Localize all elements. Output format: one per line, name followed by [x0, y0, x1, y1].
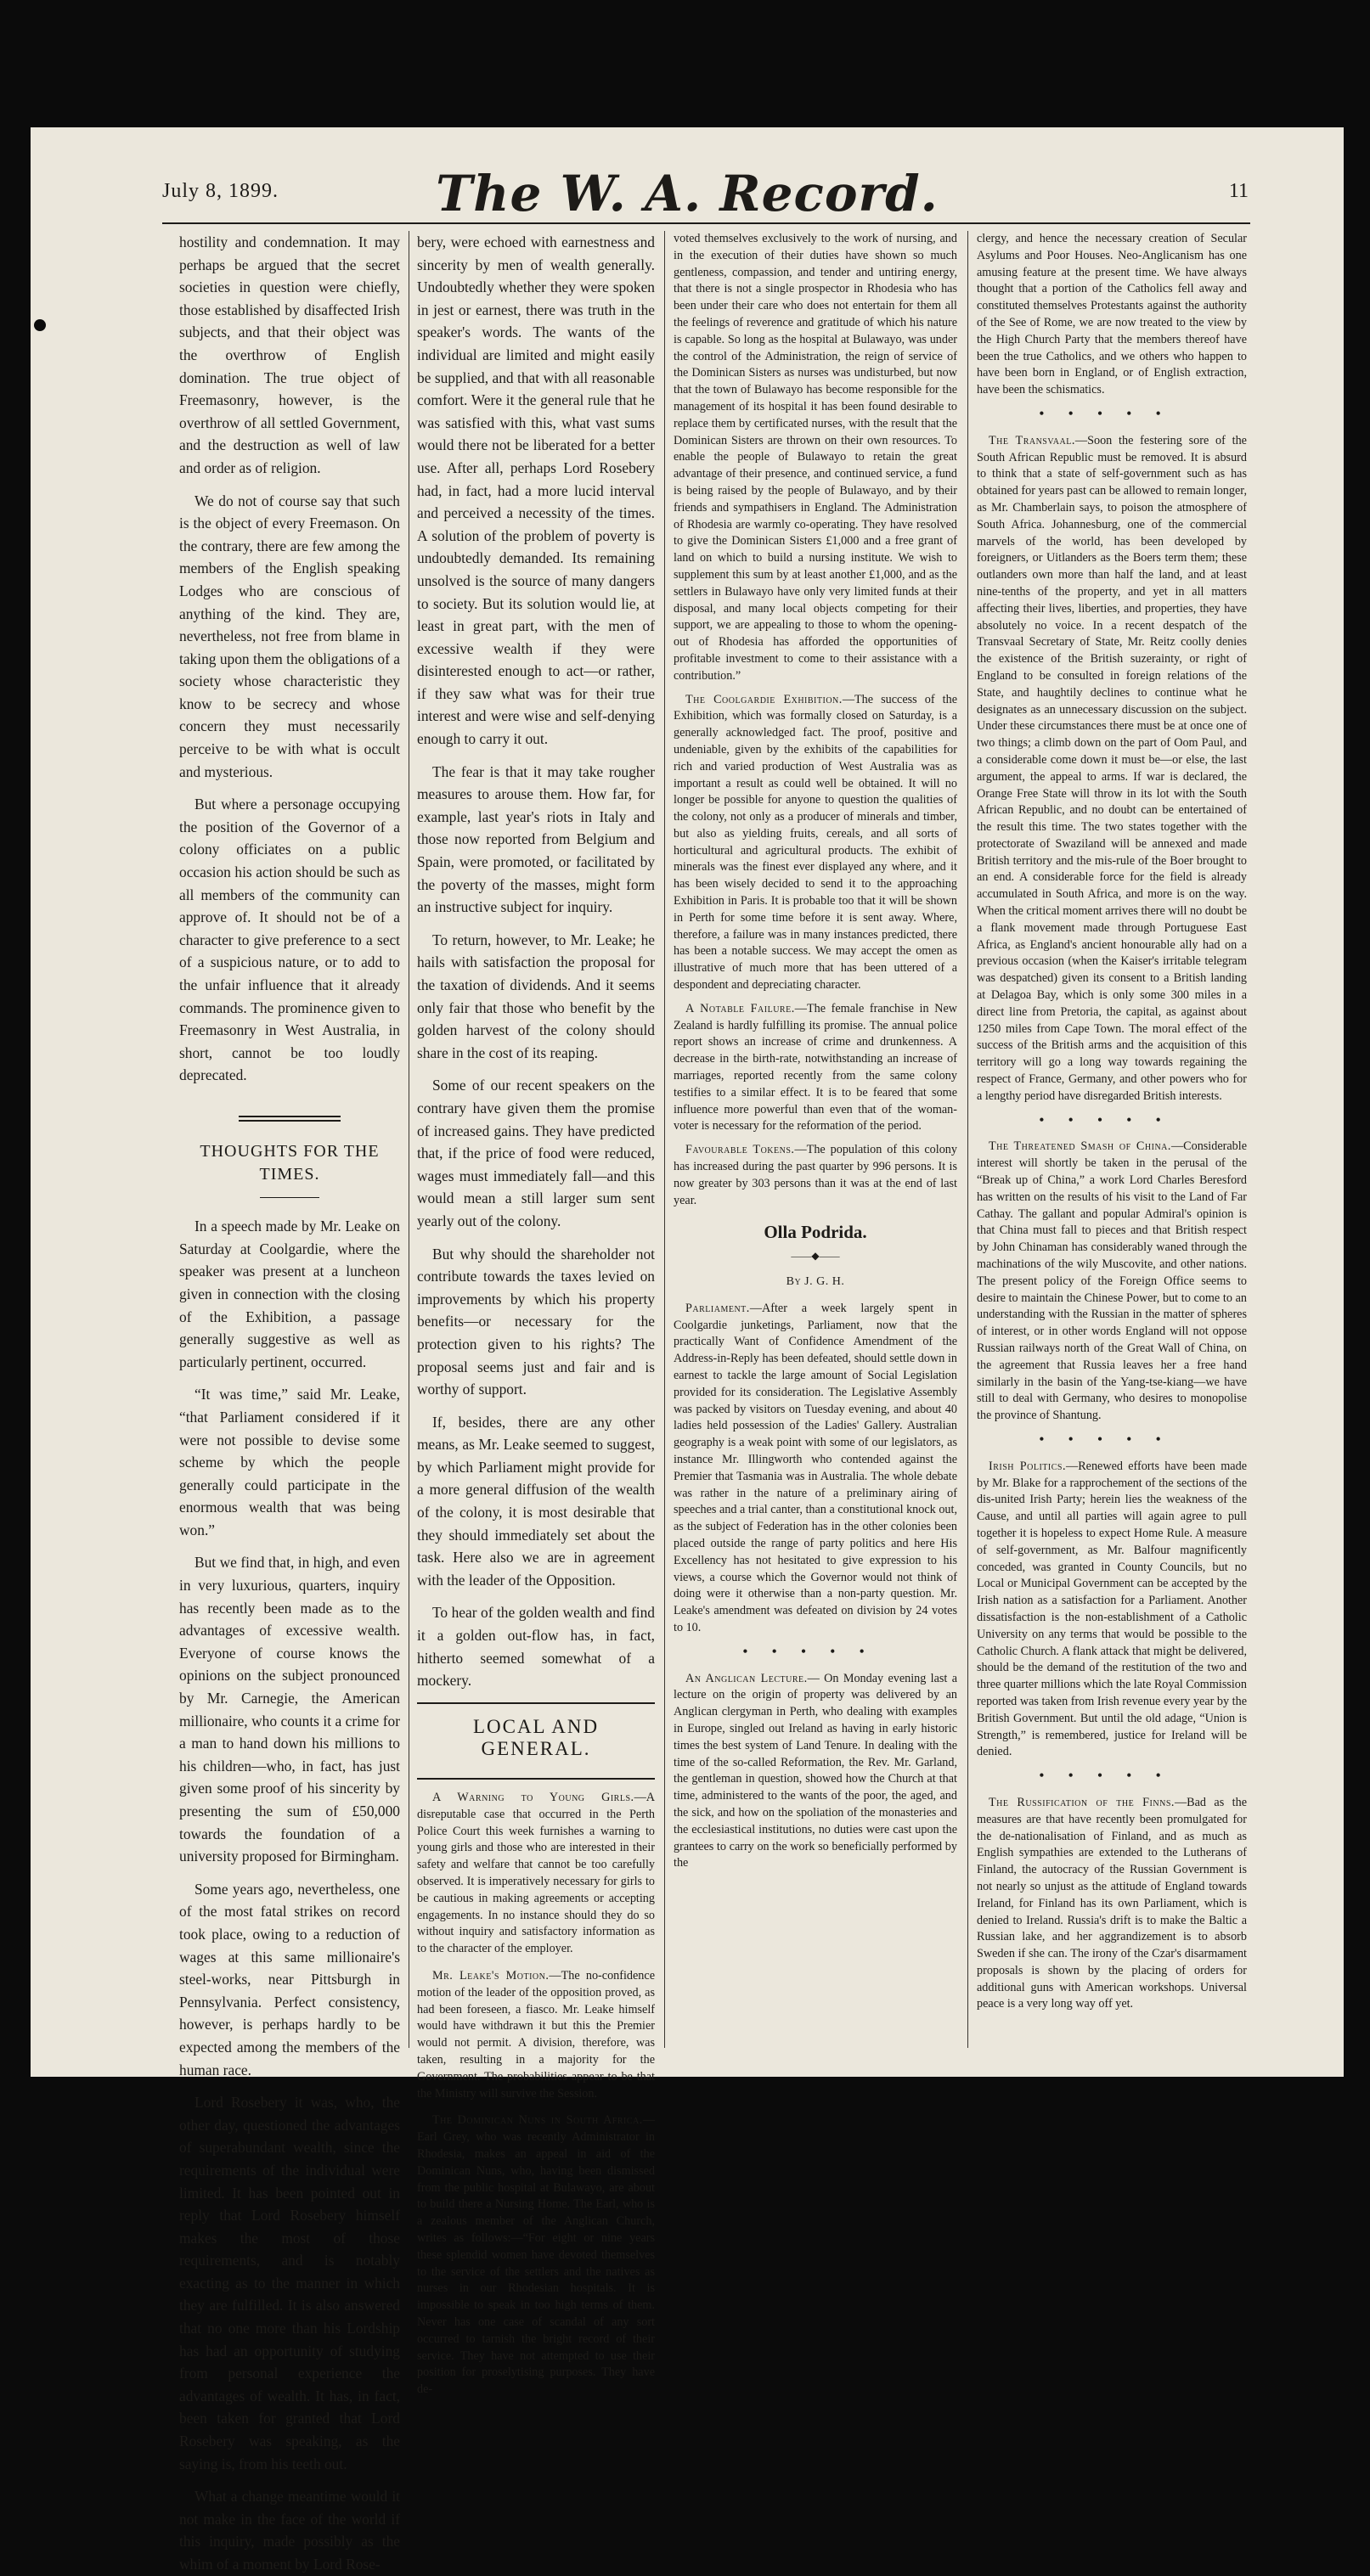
- masthead-rule: [162, 222, 1250, 224]
- punch-hole: [34, 319, 46, 331]
- column-4: [977, 231, 1247, 2048]
- item-lead: Mr. Leake's Motion.: [432, 1968, 550, 1983]
- paragraph: We do not of course say that such is the object of every Freemason. On the contrary, there are few among the members of the English speaking Lodges who are conscious of anything of the kind. They are, nevertheless, not free from blame in taking upon them the obligations of a society whose characteristic they know to be secrecy and whose concern they must necessarily perceive to be with what is occult and mysterious.: [179, 492, 400, 780]
- paragraph: bery, were echoed with earnestness and sincerity by men of wealth generally. Undoubtedly whether they were spoken in jest or earnest, there was truth in the speaker's words. The wants of the individual are limited and might easily be supplied, and that with all reasonable comfort. Were it the general rule that he was satisfied with this, what vast sums would there not be liberated for a better use. After all, perhaps Lord Rosebery had, in fact, had a more lucid interval and perceived a necessity of the times. A solution of the problem of poverty is undoubtedly demanded. Its remaining unsolved is the source of many dangers to society. But its solution would lie, at least in great part, with the men of excessive wealth if they were disinterested enough to act—or rather, if they saw what was for their true interest and were wise and self-denying enough to carry it out.: [417, 233, 655, 748]
- item-lead: An Anglican Lecture.: [685, 1671, 808, 1685]
- paragraph: The fear is that it may take rougher measures to arouse them. How far, for example, last year's riots in Italy and those now reported from Belgium and Spain, were promoted, or facilitated by the poverty of the masses, might form an instructive subject for inquiry.: [417, 762, 655, 916]
- news-item: [674, 1671, 957, 1873]
- item-lead: The Threatened Smash of China.: [989, 1139, 1171, 1154]
- item-text: —The female franchise in New Zealand is hardly fulfilling its promise. The annual police report shows an increase of crime and drunkenness. A decrease in the birth-rate, notwithstanding an increase of marriages, reported recently from the same colony testifies to a similar effect. It is to be feared that some influence more powerful than even that of the woman-voter is necessary for the reformation of the period.: [674, 1001, 957, 1133]
- paragraph: Lord Rosebery it was, who, the other day, questioned the advantages of superabundant wealth, since the requirements of the individual were limited. It has been pointed out in reply that Lord Rosebery himself makes the most of those requirements, and is notably exacting as to the manner in which they are fulfilled. It is also answered that no one more than his Lordship has had an opportunity of studying from personal experience the advantages of wealth. It has, in fact, been taken for granted that Lord Rosebery was speaking, as the saying is, from his teeth out.: [179, 2094, 400, 2472]
- byline: By J. G. H.: [786, 1275, 845, 1289]
- section-heading-olla: Olla Podrida.: [764, 1222, 867, 1243]
- news-item: [977, 1139, 1247, 1425]
- separator-dots: •••••: [742, 1642, 888, 1660]
- column-divider: [664, 231, 665, 2048]
- item-text: —A disreputable case that occurred in the Perth Police Court this week furnishes a warning to young girls and those who are interested in their safety and welfare that cannot be too carefully observed. It is imperatively necessary for girls to be cautious in making agreements or accepting engagements. In no instance should they do so without inquiry and satisfactory information as to the character of the employer.: [417, 1791, 655, 1956]
- news-item: [674, 1301, 957, 1637]
- item-text: —Bad as the measures are that have recently been promulgated for the de-nationalisation of Finland, and as much as English sympathies are extended to the Lutherans of Finland, the autocracy of the Russian Government is not nearly so unjust as the attitude of England towards Ireland, for Finland has its own Parliament, which is denied to Ireland. Russia's drift is to make the Baltic a Russian lake, and her aggrandizement is to absorb Sweden if she can. The irony of the Czar's disarmament proposals is shown by the placing of orders for additional guns with American workshops. Universal peace is a very long way off yet.: [977, 1795, 1247, 2011]
- paragraph: To return, however, to Mr. Leake; he hails with satisfaction the proposal for the taxation of dividends. And it seems only fair that those who benefit by the golden harvest of the colony should share in the cost of its reaping.: [417, 931, 655, 1061]
- ornament-rule: ——◆——: [791, 1250, 840, 1263]
- news-item: [417, 2112, 655, 2399]
- item-text: —Earl Grey, who was recently Administrator in Rhodesia, makes an appeal in aid of the Dominican Nuns, who, having been dismissed from the public hospital at Bulawayo, are about to build there a Nursing Home. The Earl, who is a zealous member of the Anglican Church, writes as follows:—“For eight or nine years these splendid women have devoted themselves to the service of the settlers and the natives as nurses in our Rhodesian hospitals. It is impossible to speak in too high terms of them. Never has one case of scandal of any sort occurred to tarnish the bright record of their service. They have not attempted to use their position for proselytising purposes. They have de-: [417, 2113, 655, 2397]
- item-lead: The Russification of the Finns.: [989, 1795, 1175, 1809]
- item-text: —Soon the festering sore of the South African Republic must be removed. It is absurd to think that a state of self-government such as has obtained for years past can be allowed to remain longer, as Mr. Chamberlain says, to poison the atmosphere of South Africa. Johannesburg, one of the commercial marvels of the world, has been developed by foreigners, or Uitlanders as the Boers term them; these outlanders own more than half the land, and at least nine-tenths of the property, and yet in all matters affecting their lives, liberties, and properties, they have absolutely no voice. In a recent despatch of the Transvaal Secretary of State, Mr. Reitz coolly denies the existence of the British suzerainty, or right of England to be consulted in foreign relations of the State, and haughtily declines to continue what he designates as an unnecessary discussion on the subject. Under these circumstances there must be at once one of two things; a climb down on the part of Oom Paul, and a considerable come down it must be—or else, the last argument, the appeal to arms. If war is declared, the Orange Free State will throw in its lot with the South African Republic, and no doubt can be entertained of the result this time. The two states together with the protectorate of Swaziland will be annexed and made British territory and the mis-rule of the Boer brought to an end. A considerable force for the field is already accumulated in South Africa, and more is on the way. When the critical moment arrives there will no doubt be a flank movement made through Portuguese East Africa, as England's ancient honourable ally had on a previous occasion (when the Kaiser's irritable telegram was despatched) given its consent to a British landing at Delagoa Bay, which is only some 300 miles in a direct line from Pretoria, the capital, as against about 1250 miles from Cape Town. The moral effect of the success of the British arms and the acquisition of this territory will go a long way towards regaining the respect of France, Germany, and other powers who for a lengthy period have disregarded British interests.: [977, 433, 1247, 1103]
- item-text: —The population of this colony has increased during the past quarter by 996 persons. It is now greater by 303 persons than it was at the end of last year.: [674, 1143, 957, 1207]
- item-lead: Favourable Tokens.: [685, 1143, 795, 1157]
- item-lead: Parliament.: [685, 1301, 750, 1315]
- paragraph: voted themselves exclusively to the work of nursing, and in the execution of their duties have shown so much gentleness, compassion, and tender and untiring energy, that there is not a single prospector in Rhodesia who has been under their care who does not entertain for them all the feelings of reverence and gratitude of which his nature is capable. So long as the hospital at Bulawayo, was under the control of the Administration, the reign of service of the Dominican Sisters as nurses was undisturbed, but now that the town of Bulawayo has become responsible for the management of its hospital it has been found desirable to replace them by certificated nurses, with the result that the Dominican Sisters are thrown on their own resources. To enable the people of Bulawayo to retain the great advantage of their presence, and continued service, a fund is being raised by the people of Bulawayo, and by their friends and sympathisers in England. The Administration of Rhodesia are warmly co-operating. They have resolved to give the Dominican Sisters £1,000 and a free grant of land on which to build a nursing institute. We wish to supplement this sum by at least another £1,000, and as the settlers in Bulawayo have only very limited funds at their disposal, and many local objects competing for their support, we are appealing to those to whom the opening-out of Rhodesia has afforded the opportunities of profitable investment to come to their assistance with a contribution.”: [674, 232, 957, 683]
- paragraph: What a change meantime would it not make in the face of the world if this inquiry, made possibly as the whim of a moment by Lord Rose-: [179, 2488, 400, 2573]
- paragraph: Some years ago, nevertheless, one of the most fatal strikes on record took place, owing to a reduction of wages at this same millionaire's steel-works, near Pittsburgh in Pennsylvania. Perfect consistency, however, is perhaps hardly to be expected among the members of the human race.: [179, 1880, 400, 2078]
- paragraph: clergy, and hence the necessary creation of Secular Asylums and Poor Houses. Neo-Anglicanism has one amusing feature at the present time. We have always thought that a portion of the Catholics fell away and constituted themselves Protestants against the authority of the See of Rome, we are now treated to the view by the High Church Party that the members thereof have been the true Catholics, and we others who happen to have been born in England, or of English extraction, have been the schismatics.: [977, 232, 1247, 397]
- item-lead: The Dominican Nuns in South Africa.: [432, 2113, 643, 2128]
- column-1: [179, 231, 400, 2573]
- column-2: [417, 231, 655, 2397]
- masthead: [31, 165, 1344, 222]
- paragraph: But we find that, in high, and even in very luxurious, quarters, inquiry has recently been made as to the advantages of excessive wealth. Everyone of course knows the opinions on the subject pronounced by Mr. Carnegie, the American millionaire, who counts it a crime for a man to hand down his millions to his children—who, in fact, has just given some proof of his sincerity by presenting the sum of £50,000 towards the foundation of a university proposed for Birmingham.: [179, 1554, 400, 1865]
- separator-dots: •••••: [1039, 1111, 1185, 1128]
- paragraph: To hear of the golden wealth and find it a golden out-flow has, in fact, hitherto seemed somewhat of a mockery.: [417, 1604, 655, 1690]
- news-item: [977, 433, 1247, 1105]
- paragraph: But where a personage occupying the position of the Governor of a colony officiates on a public occasion his action should be such as all members of the community can approve of. It should not be of a character to give preference to a sect of a suspicious nature, or to add to the unfair influence that it already commands. The prominence given to Freemasonry in West Australia, in short, cannot be too loudly deprecated.: [179, 796, 400, 1084]
- item-text: —Considerable interest will shortly be taken in the perusal of the “Break up of China,” a work Lord Charles Beresford has written on the results of his visit to the Land of Far Cathay. The gallant and popular Admiral's opinion is that China must fall to pieces and that British respect by John Chinaman has considerably waned through the machinations of the wily Muscovite, and other nations. The present policy of the Foreign Office seems to desire to maintain the Chinese Power, but to come to an understanding with the Russian in the matter of spheres of interest, or in other words England will not oppose Russian railways north of the Great Wall of China, on the agreement that Russia leaves her a free hand similarly in the basin of the Yang-tse-kiang—we have still to deal with Germany, who desires to monopolise the province of Shantung.: [977, 1139, 1247, 1423]
- section-heading-local: LOCAL AND GENERAL.: [472, 1715, 600, 1760]
- item-lead: A Warning to Young Girls.: [432, 1791, 634, 1804]
- item-text: —After a week largely spent in Coolgardie junketings, Parliament, now that the practically Want of Confidence Amendment of the Address-in-Reply has been defeated, should settle down in earnest to tackle the large amount of Social Legislation provided for its consideration. The Legislative Assembly was packed by visitors on Tuesday evening, and about 40 ladies held possession of the Ladies' Gallery. Australian geography is a weak point with some of our legislators, as instance Mr. Illingworth who contended against the Premier that Tasmania was in Australia. The whole debate was rather in the nature of a preliminary airing of speeches and a trial canter, than a constitutional knock out, as the subject of Federation has in the other colonies been placed outside the range of party politics and here His Excellency has not hesitated to give expression to his views, a course which the Governor would not think of doing were it otherwise than a non-party question. Mr. Leake's amendment was defeated on division by 24 votes to 10.: [674, 1301, 957, 1634]
- item-text: —The no-confidence motion of the leader of the opposition proved, as had been foreseen, a fiasco. Mr. Leake himself would have withdrawn it but this the Premier would not permit. A division, therefore, was taken, resulting in a majority for the Government. The probabilities appear to be that the Ministry will survive the Session.: [417, 1968, 655, 2101]
- separator-dots: •••••: [1039, 1430, 1185, 1448]
- newspaper-title: The W. A. Record.: [436, 165, 939, 222]
- item-lead: The Coolgardie Exhibition.: [685, 692, 843, 706]
- news-item: [977, 1795, 1247, 2013]
- news-item: [674, 1001, 957, 1135]
- item-text: —The success of the Exhibition, which was formally closed on Saturday, is a generally acknowledged fact. The proof, positive and undeniable, given by the exhibits of the capabilities for rich and varied production of West Australia was as important a result as could well be obtained. It will no longer be possible for anyone to question the qualities of the colony, not only as a producer of minerals and timber, but also as yielding fruits, cereals, and all sorts of horticultural and agricultural products. The exhibit of minerals was the finest ever displayed any where, and it has been wisely decided to send it to the approaching Exhibition in Paris. It is probable too that it will be shown in Perth for some time before it is sent away. Where, therefore, a failure was in many instances predicted, there has been a notable success. We may accept the omen as illustrative of much more that has been uttered of a despondent and depreciating character.: [674, 692, 957, 993]
- item-text: — On Monday evening last a lecture on the origin of property was delivered by an Anglican clergyman in Perth, who dealing with examples in Europe, singled out Ireland as having in early historic times the best system of Land Tenure. In dealing with the time of the so-called Reformation, the Rev. Mr. Garland, the gentleman in question, showed how the Church at that time, administered to the wants of the poor, the aged, and the sick, and how on the spoliation of the monasteries and the ecclesiastical institutions, no duties were cast upon the grantees to carry on the work so beneficially performed by the: [674, 1671, 957, 1870]
- paragraph: In a speech made by Mr. Leake on Saturday at Coolgardie, where the speaker was present at a luncheon given in connection with the closing of the Exhibition, a passage generally suggestive as well as particularly pertinent, occurred.: [179, 1218, 400, 1370]
- paragraph: But why should the shareholder not contribute towards the taxes levied on improvements by which his property benefits—or necessary for the protection given to his rights? The proposal seems just and fair and is worthy of support.: [417, 1245, 655, 1398]
- news-item: [674, 692, 957, 994]
- separator-dots: •••••: [1039, 404, 1185, 422]
- item-lead: A Notable Failure.: [685, 1001, 795, 1015]
- newspaper-page: [31, 127, 1344, 2573]
- section-box: [417, 1702, 655, 1780]
- news-item: [417, 1968, 655, 2102]
- page-number: 11: [1228, 180, 1249, 202]
- issue-date: July 8, 1899.: [162, 180, 279, 202]
- paragraph: If, besides, there are any other means, as Mr. Leake seemed to suggest, by which Parliament might provide for a more general diffusion of the wealth of the colony, it is most desirable that they should immediately set about the task. Here also we are in agreement with the leader of the Opposition.: [417, 1413, 655, 1589]
- separator-dots: •••••: [1039, 1767, 1185, 1785]
- news-item: [417, 1790, 655, 1958]
- section-rule: [260, 1197, 319, 1198]
- column-divider: [967, 231, 968, 2048]
- item-lead: Irish Politics.: [989, 1459, 1067, 1473]
- paragraph: “It was time,” said Mr. Leake, “that Parliament considered if it were not possible to devise some scheme by which the people generally could participate in the enormous wealth that was being won.”: [179, 1386, 400, 1538]
- paragraph: Some of our recent speakers on the contrary have given them the promise of increased gains. They have predicted that, if the price of food were reduced, wages must immediately fall—and this would mean a still larger sum sent yearly out of the colony.: [417, 1077, 655, 1229]
- column-3: [674, 231, 957, 2048]
- news-item: [674, 1142, 957, 1209]
- section-rule: [239, 1116, 341, 1122]
- item-lead: The Transvaal.: [989, 433, 1075, 447]
- news-item: [977, 1459, 1247, 1761]
- item-text: —Renewed efforts have been made by Mr. Blake for a rapprochement of the sections of the dis-united Irish Party; herein lies the weakness of the Cause, and until all parties will again agree to pull together it is hopeless to expect Home Rule. A measure of self-government, as Mr. Balfour magnificently conceded, was granted in County Councils, but no Local or Municipal Government can be accepted by the Irish nation as a satisfaction for a Parliament. Another dissatisfaction is the non-establishment of a Catholic University on any terms that would be possible to the Catholic Church. A flank attack that might be delivered, should be the demand of the restitution of the two and three quarter millions which the late Royal Commission reported was taken from Irish revenue every year by the British Government. But until the old adage, “Union is Strength,” is remembered, justice for Ireland will be denied.: [977, 1459, 1247, 1759]
- paragraph: hostility and condemnation. It may perhaps be argued that the secret societies in question were chiefly, those established by disaffected Irish subjects, and that their object was the overthrow of English domination. The true object of Freemasonry, however, is the overthrow of all settled Government, and the destruction as well of law and order as of religion.: [179, 233, 400, 476]
- section-heading-thoughts: THOUGHTS FOR THE TIMES.: [200, 1141, 380, 1184]
